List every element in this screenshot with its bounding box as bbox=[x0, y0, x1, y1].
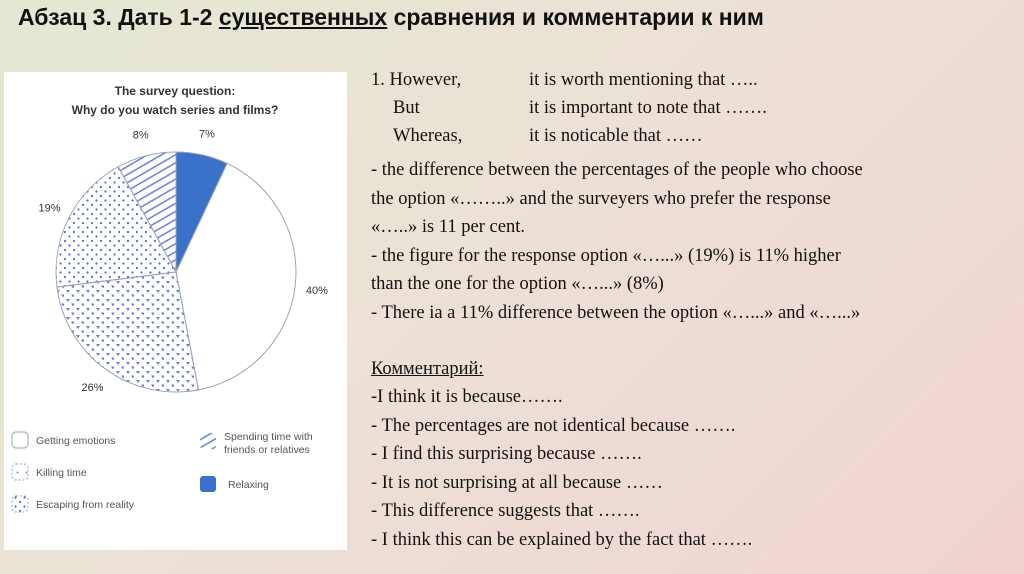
phrase-connector: Whereas, bbox=[393, 126, 463, 146]
legend-label-spending-time: Spending time with friends or relatives bbox=[224, 431, 313, 456]
legend-item-getting-emotions bbox=[12, 432, 115, 448]
comment-line: - This difference suggests that ……. bbox=[371, 501, 640, 521]
chart-subtitle: Why do you watch series and films? bbox=[71, 103, 279, 117]
phrase-connector-word: However, bbox=[389, 70, 462, 90]
legend-label-killing-time: Killing time bbox=[36, 467, 87, 479]
slice-label-getting-emotions: 40% bbox=[305, 284, 328, 297]
legend-label-escaping-from-reality: Escaping from reality bbox=[36, 499, 135, 511]
phrase-row bbox=[371, 66, 1011, 94]
comparison-line: - the figure for the response option «…...» (19%) is 11% higher bbox=[371, 245, 841, 266]
legend-item-spending-time bbox=[200, 431, 313, 456]
text-content bbox=[371, 66, 1011, 554]
comment-line: - It is not surprising at all because …… bbox=[371, 472, 663, 493]
slice-label-relaxing: 7% bbox=[199, 128, 215, 141]
legend-item-escaping-from-reality bbox=[12, 496, 135, 512]
legend-swatch-getting-emotions bbox=[12, 432, 28, 448]
slice-label-spending-time: 8% bbox=[132, 129, 149, 142]
comparison-line: - the difference between the percentages of the people who choose bbox=[371, 160, 863, 180]
pie-slices bbox=[56, 152, 296, 392]
comparison-line: - There ia a 11% difference between the option «…...» and «…...» bbox=[371, 302, 861, 323]
title-underlined-word: существенных bbox=[218, 4, 388, 30]
slice-label-killing-time: 19% bbox=[38, 202, 61, 215]
slice-label-escaping-from-reality: 26% bbox=[81, 381, 104, 394]
phrase-text: it is important to note that ……. bbox=[529, 98, 767, 118]
legend-label-relaxing: Relaxing bbox=[228, 479, 269, 491]
legend-swatch-relaxing bbox=[200, 476, 216, 492]
title-suffix: сравнения и комментарии к ним bbox=[387, 4, 764, 30]
title-prefix: Абзац 3. Дать 1-2 bbox=[18, 4, 219, 30]
phrase-row bbox=[371, 94, 1011, 122]
chart-title: The survey question: bbox=[114, 84, 236, 98]
legend-item-killing-time bbox=[12, 464, 87, 480]
comparison-sentences bbox=[371, 156, 1011, 327]
comment-line: - I think this can be explained by the fact that ……. bbox=[371, 529, 753, 550]
comment-lines bbox=[371, 383, 1011, 554]
slide-title bbox=[18, 4, 1008, 31]
phrase-connector bbox=[371, 66, 529, 94]
legend-swatch-killing-time bbox=[12, 464, 28, 480]
comparison-line: «…..» is 11 per cent. bbox=[371, 217, 525, 237]
phrase-text: it is worth mentioning that ….. bbox=[529, 70, 758, 90]
pie-chart bbox=[4, 72, 347, 550]
comparison-line: the option «……..» and the surveyers who prefer the response bbox=[371, 188, 831, 209]
comment-line: -I think it is because……. bbox=[371, 387, 563, 407]
comparison-line: than the one for the option «…...» (8%) bbox=[371, 274, 664, 294]
phrase-connector: But bbox=[393, 98, 420, 118]
comment-line: - The percentages are not identical because ……. bbox=[371, 415, 736, 436]
legend-label-getting-emotions: Getting emotions bbox=[36, 435, 116, 447]
phrase-number: 1. bbox=[371, 70, 390, 90]
phrase-text: it is noticable that …… bbox=[529, 126, 703, 146]
pie-slice-escaping-from-reality bbox=[57, 272, 199, 392]
intro-phrases bbox=[371, 66, 1011, 150]
comment-heading: Комментарий: bbox=[371, 359, 484, 379]
phrase-row bbox=[371, 122, 1011, 150]
legend-item-relaxing bbox=[200, 476, 269, 492]
legend-swatch-spending-time bbox=[200, 433, 216, 449]
legend bbox=[12, 431, 313, 512]
pie-chart-panel bbox=[4, 72, 347, 550]
comment-line: - I find this surprising because ……. bbox=[371, 444, 642, 464]
legend-swatch-escaping-from-reality bbox=[12, 496, 28, 512]
